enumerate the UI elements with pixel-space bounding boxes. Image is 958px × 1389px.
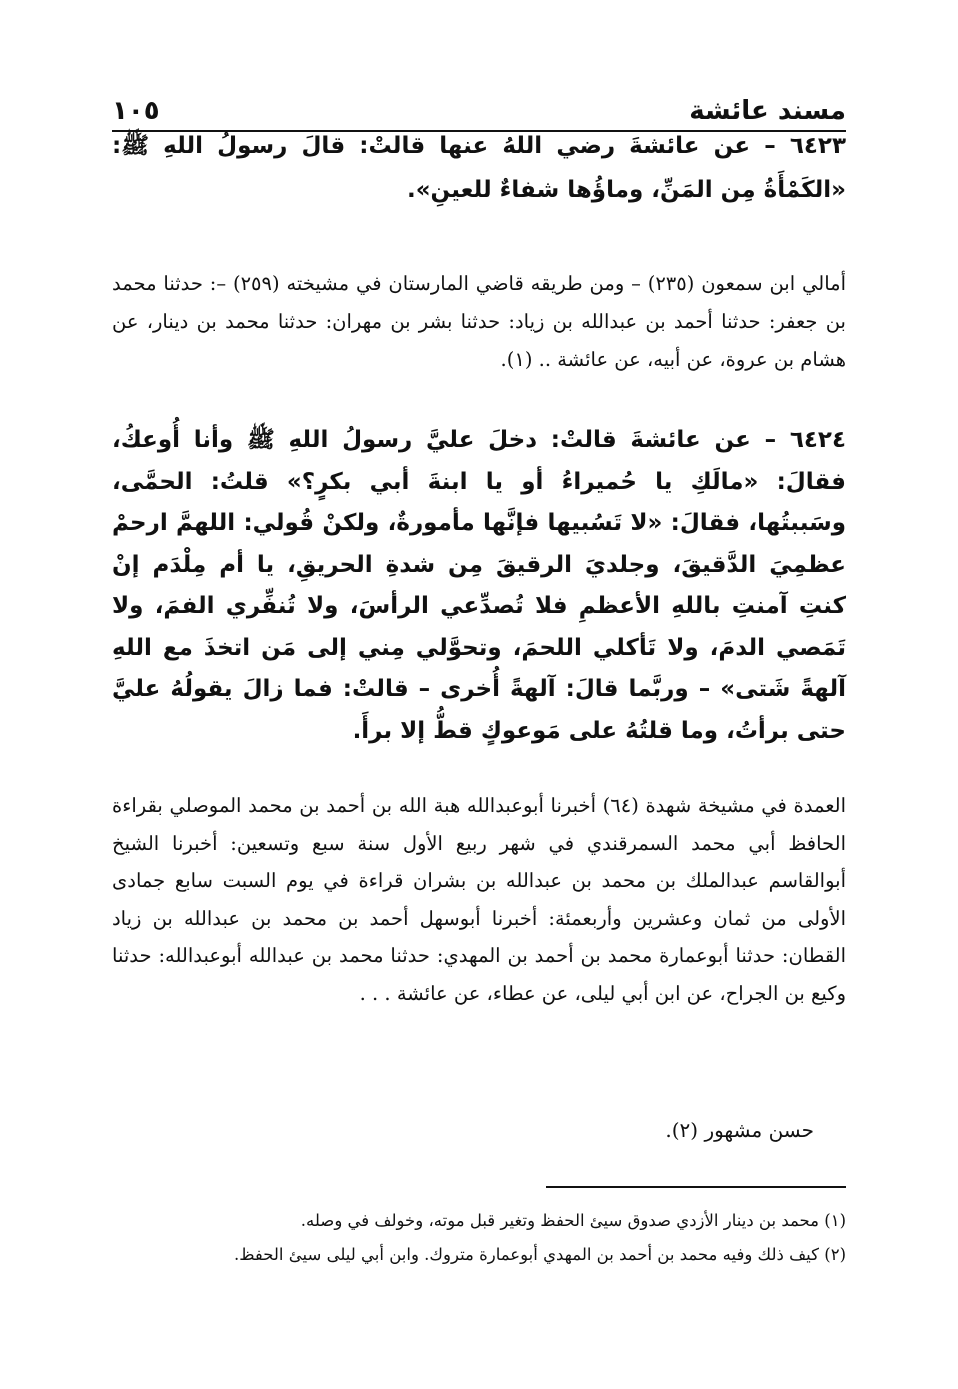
hadith-6423 xyxy=(112,124,846,212)
footnote-divider xyxy=(546,1186,846,1188)
hadith-number: ٦٤٢٤ xyxy=(789,427,846,453)
page-header xyxy=(112,86,846,126)
source-citation-1: أمالي ابن سمعون (٢٣٥) – ومن طريقه قاضي المارستان في مشيخته (٢٥٩) –: حدثنا محمد بن جعفر: حدثنا أحمد بن عبدالله بن زياد: حدثنا بشر بن مهران: حدثنا محمد بن دينار، عن هشام بن عروة، عن أبيه، عن عائشة .. (١). xyxy=(112,272,847,371)
hadith-grading: حسن مشهور (٢). xyxy=(665,1118,814,1142)
footnotes xyxy=(112,1204,846,1272)
footnote-2: (٢) كيف ذلك وفيه محمد بن أحمد بن المهدي أبوعمارة متروك. وابن أبي ليلى سيئ الحفظ. xyxy=(234,1245,846,1264)
hadith-text: – عن عائشةَ قالتْ: دخلَ عليَّ رسولُ اللهِ ﷺ وأنا أُوعكُ، فقالَ: «مالَكِ يا حُميراءُ أو يا ابنةَ أبي بكرٍ؟» قلتُ: الحمَّى، وسَببتُها، فقالَ: «لا تَسُبيها فإنَّها مأمورةٌ، ولكنْ قُولي: اللهمَّ ارحمْ عظمِيَ الدَّقيقَ، وجلديَ الرقيقَ مِن شدةِ الحريقِ، يا أم مِلْدَم إنْ كنتِ آمنتِ باللهِ الأعظمِ فلا تُصدِّعي الرأسَ، ولا تُنفِّري الفمَ، ولا تَمَصي الدمَ، ولا تَأكلي اللحمَ، وتحوَّلي مِني إلى مَن اتخذَ مع اللهِ آلهةً شَتى» – وربَّما قالَ: آلهةً أُخرى – قالتْ: فما زالَ يقولُهُ عليَّ حتى برأتُ، وما قلتُهُ على مَوعوكٍ قطُّ إلا برأَ. xyxy=(112,427,846,744)
footnote-1: (١) محمد بن دينار الأزدي صدوق سيئ الحفظ وتغير قبل موته، وخولف في وصله. xyxy=(300,1211,846,1230)
page-number: ١٠٥ xyxy=(112,96,160,126)
hadith-6424 xyxy=(112,420,846,752)
hadith-text: – عن عائشةَ رضي اللهُ عنها قالتْ: قالَ رسولُ اللهِ ﷺ: «الكَمْأَةُ مِن المَنِّ، وماؤُها شفاءٌ للعينِ». xyxy=(112,133,846,203)
source-citation-2: العمدة في مشيخة شهدة (٦٤) أخبرنا أبوعبدالله هبة الله بن أحمد بن محمد الموصلي بقراءة الحافظ أبي محمد السمرقندي في شهر ربيع الأول سنة سبع وتسعين: أخبرنا الشيخ أبوالقاسم عبدالملك بن محمد بن عبدالله بن بشران قراءة في يوم السبت سابع جمادى الأولى من ثمان وعشرين وأربعمئة: أخبرنا أبوسهل أحمد بن محمد بن عبدالله بن زياد القطان: حدثنا أبوعمارة محمد بن أحمد بن المهدي: حدثنا محمد بن عبدالله أبوعبدالله: حدثنا وكيع بن الجراح، عن ابن أبي ليلى، عن عطاء، عن عائشة . . . xyxy=(112,794,846,1005)
hadith-number: ٦٤٢٣ xyxy=(789,133,846,159)
running-title: مسند عائشة xyxy=(689,96,846,126)
